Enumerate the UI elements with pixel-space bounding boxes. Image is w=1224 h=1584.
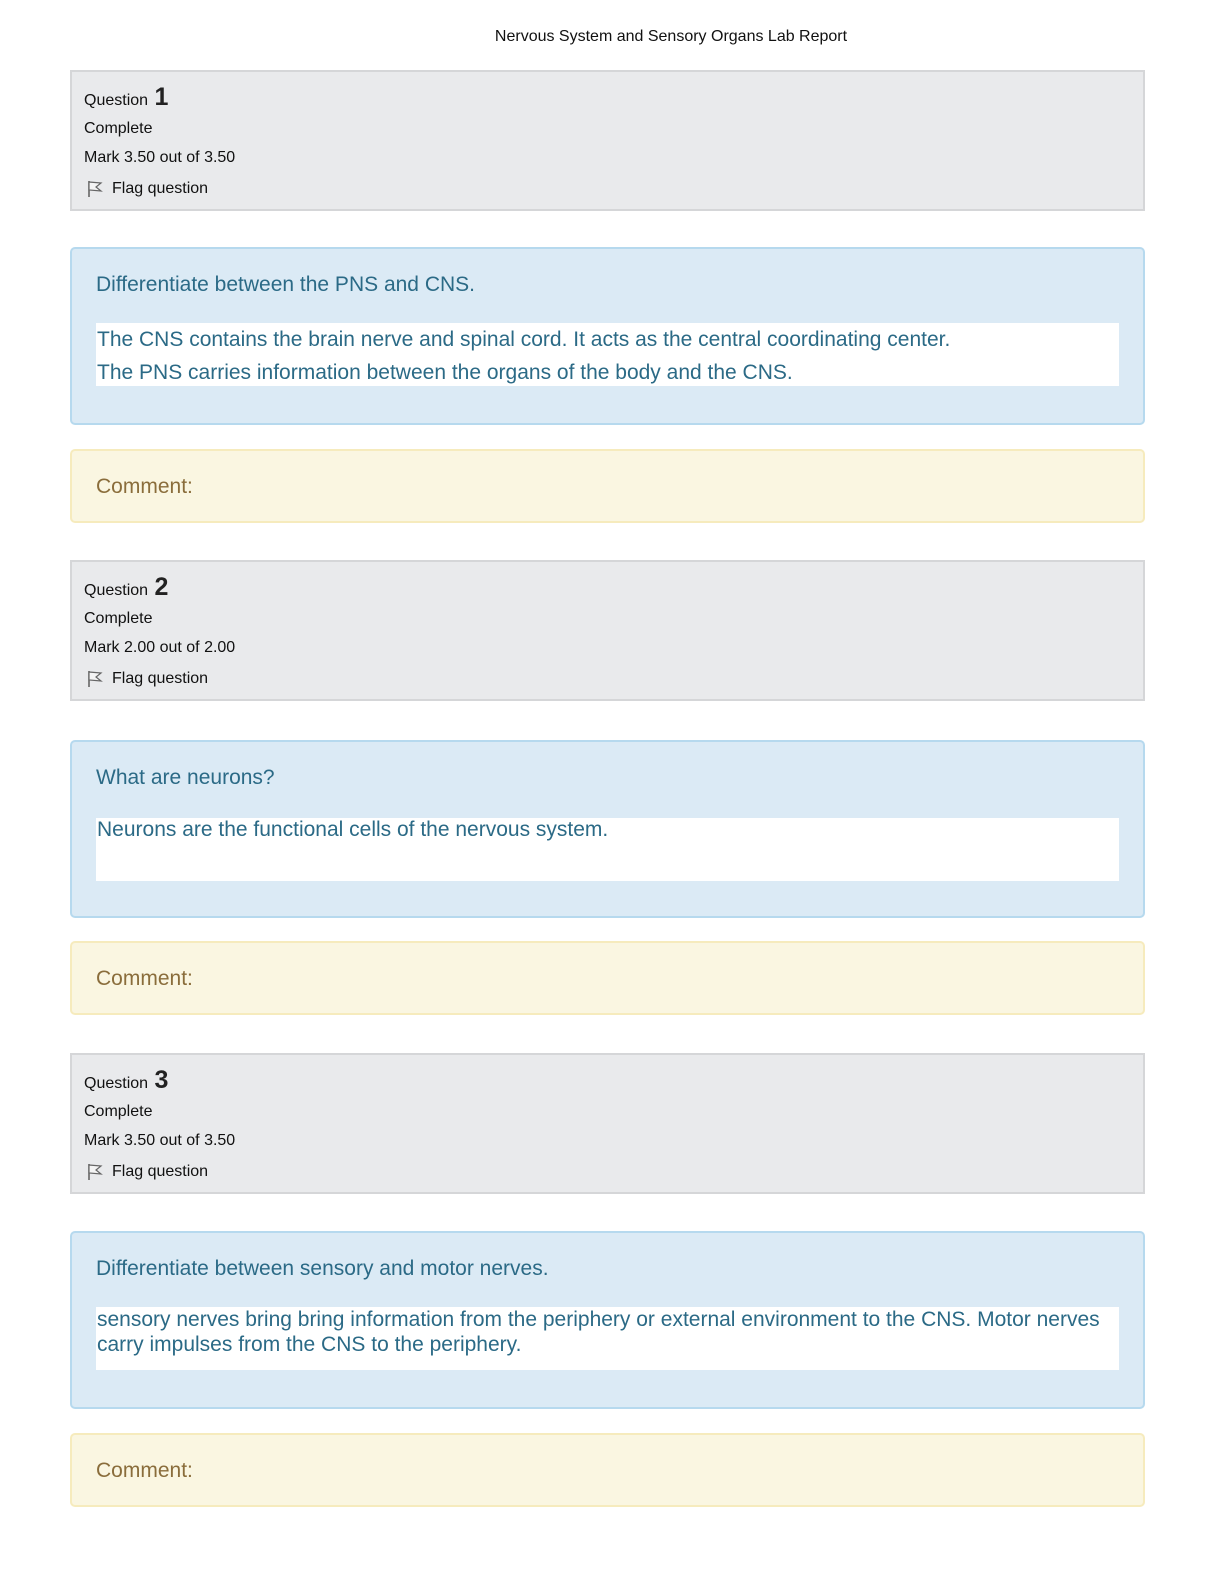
question-number: 1 (154, 83, 169, 111)
question-grade: Mark 3.50 out of 3.50 (84, 1132, 236, 1149)
flag-question-label: Flag question (112, 180, 209, 197)
comment-box (70, 1433, 1145, 1507)
question-text: Differentiate between sensory and motor nerves. (96, 1257, 549, 1280)
answer-field[interactable] (96, 1307, 1119, 1370)
flag-question-button[interactable] (84, 666, 1131, 692)
question-text-box (70, 740, 1145, 918)
flag-question-button[interactable] (84, 1159, 1131, 1185)
question-grade: Mark 3.50 out of 3.50 (84, 149, 236, 166)
answer-line: The CNS contains the brain nerve and spinal cord. It acts as the central coordinating center. (97, 328, 951, 351)
question-state: Complete (84, 120, 153, 137)
flag-question-label: Flag question (112, 670, 209, 687)
question-text-box (70, 1231, 1145, 1409)
question-label: Question (84, 92, 149, 109)
comment-box (70, 941, 1145, 1015)
question-grade: Mark 2.00 out of 2.00 (84, 639, 236, 656)
question-state: Complete (84, 610, 153, 627)
answer-line: sensory nerves bring bring information from the periphery or external environment to the CNS. Motor nerves carry impulses from the CNS to the periphery. (97, 1308, 1100, 1356)
question-info-box (70, 1053, 1145, 1194)
question-number: 3 (154, 1066, 169, 1094)
question-number-line (84, 1065, 1131, 1095)
comment-box (70, 449, 1145, 523)
question-info-box (70, 70, 1145, 211)
flag-icon (86, 1163, 104, 1181)
question-number-line (84, 572, 1131, 602)
question-number-line (84, 82, 1131, 112)
comment-label: Comment: (96, 1459, 193, 1482)
question-text: What are neurons? (96, 766, 275, 789)
question-text-box (70, 247, 1145, 425)
comment-label: Comment: (96, 475, 193, 498)
flag-question-button[interactable] (84, 176, 1131, 202)
question-label: Question (84, 582, 149, 599)
answer-field[interactable] (96, 323, 1119, 386)
answer-field[interactable] (96, 818, 1119, 881)
comment-label: Comment: (96, 967, 193, 990)
page-header: Nervous System and Sensory Organs Lab Report (494, 28, 848, 45)
flag-icon (86, 180, 104, 198)
answer-line: The PNS carries information between the organs of the body and the CNS. (97, 361, 793, 384)
flag-question-label: Flag question (112, 1163, 209, 1180)
question-label: Question (84, 1075, 149, 1092)
question-state: Complete (84, 1103, 153, 1120)
question-number: 2 (154, 573, 169, 601)
answer-line: Neurons are the functional cells of the nervous system. (97, 818, 609, 841)
question-text: Differentiate between the PNS and CNS. (96, 273, 475, 296)
flag-icon (86, 670, 104, 688)
question-info-box (70, 560, 1145, 701)
